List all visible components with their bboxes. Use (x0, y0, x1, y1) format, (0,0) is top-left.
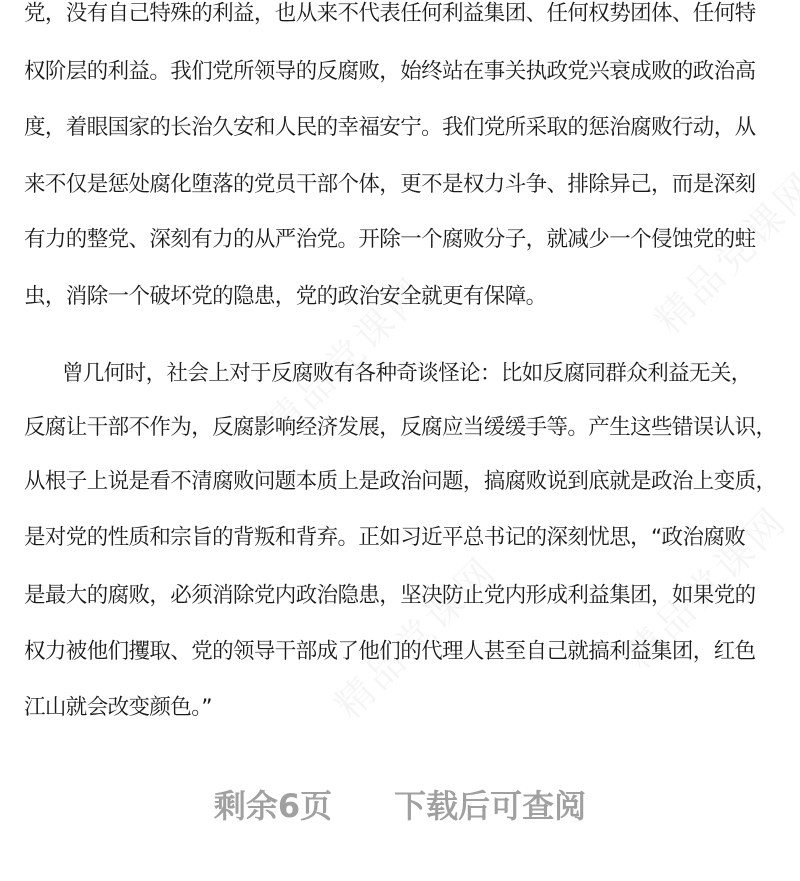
download-to-view-link[interactable]: 下载后可查阅 (394, 787, 587, 825)
text-line: 来不仅是惩处腐化堕落的党员干部个体，更不是权力斗争、排除异己，而是深刻 (24, 172, 756, 197)
text-line: 是对党的性质和宗旨的背叛和背弃。正如习近平总书记的深刻忧思，“政治腐败 (24, 525, 746, 550)
text-line: 有力的整党、深刻有力的从严治党。开除一个腐败分子，就减少一个侵蚀党的蛀 (24, 227, 756, 252)
text-line: 从根子上说是看不清腐败问题本质上是政治问题，搞腐败说到底就是政治上变质， (24, 469, 777, 494)
text-line: 曾几何时，社会上对于反腐败有各种奇谈怪论：比如反腐同群众利益无关， (62, 361, 752, 386)
text-line: 是最大的腐败，必须消除党内政治隐患，坚决防止党内形成利益集团，如果党的 (24, 583, 756, 608)
text-line: 反腐让干部不作为，反腐影响经济发展，反腐应当缓缓手等。产生这些错误认识， (24, 415, 777, 440)
text-line: 江山就会改变颜色。” (24, 695, 212, 720)
text-line: 权力被他们攫取、党的领导干部成了他们的代理人甚至自己就搞利益集团，红色 (24, 639, 756, 664)
text-line: 党，没有自己特殊的利益，也从来不代表任何利益集团、任何权势团体、任何特 (24, 1, 756, 26)
watermark-text (320, 541, 507, 728)
download-banner[interactable] (0, 780, 800, 828)
text-line: 权阶层的利益。我们党所领导的反腐败，始终站在事关执政党兴衰成败的政治高 (24, 59, 756, 84)
text-line: 虫，消除一个破坏党的隐患，党的政治安全就更有保障。 (24, 284, 547, 309)
remaining-pages-label: 剩余6页 (213, 787, 333, 825)
text-line: 度，着眼国家的长治久安和人民的幸福安宁。我们党所采取的惩治腐败行动，从 (24, 115, 756, 140)
